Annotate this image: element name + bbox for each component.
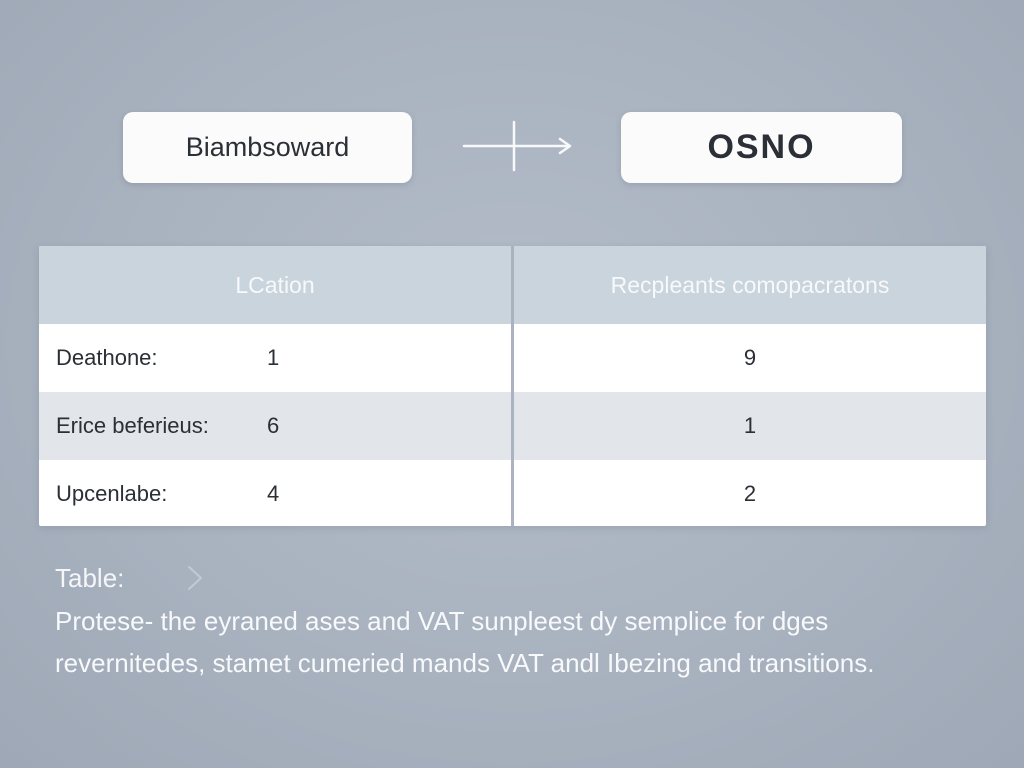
column-header-location: LCation [235,271,315,298]
data-table [39,246,986,526]
row-value-secondary: 2 [743,481,757,506]
row-value-secondary: 1 [743,413,757,438]
chevron-right-icon[interactable] [184,563,206,593]
row-value: 6 [267,413,280,438]
target-label-card [621,112,902,183]
column-header-comparisons: Recpleants comopacratons [610,271,890,298]
source-label-card [123,112,412,183]
target-label: OSNO [707,128,816,166]
row-label: Upcenlabe: [56,481,168,506]
row-value-secondary: 9 [743,345,757,370]
row-label: Deathone: [56,345,158,370]
column-divider [511,246,514,526]
source-label: Biambsoward [185,132,350,162]
caption-title: Table: [55,562,125,593]
arrow-right-icon [462,118,574,174]
caption-text: Protese- the eyraned ases and VAT sunpleest dy semplice for dges revernitedes, stamet cumeried mands VAT andl Ibezing and transitions. [55,606,875,678]
row-value: 4 [267,481,280,506]
row-label: Erice beferieus: [56,413,209,438]
row-value: 1 [267,345,280,370]
